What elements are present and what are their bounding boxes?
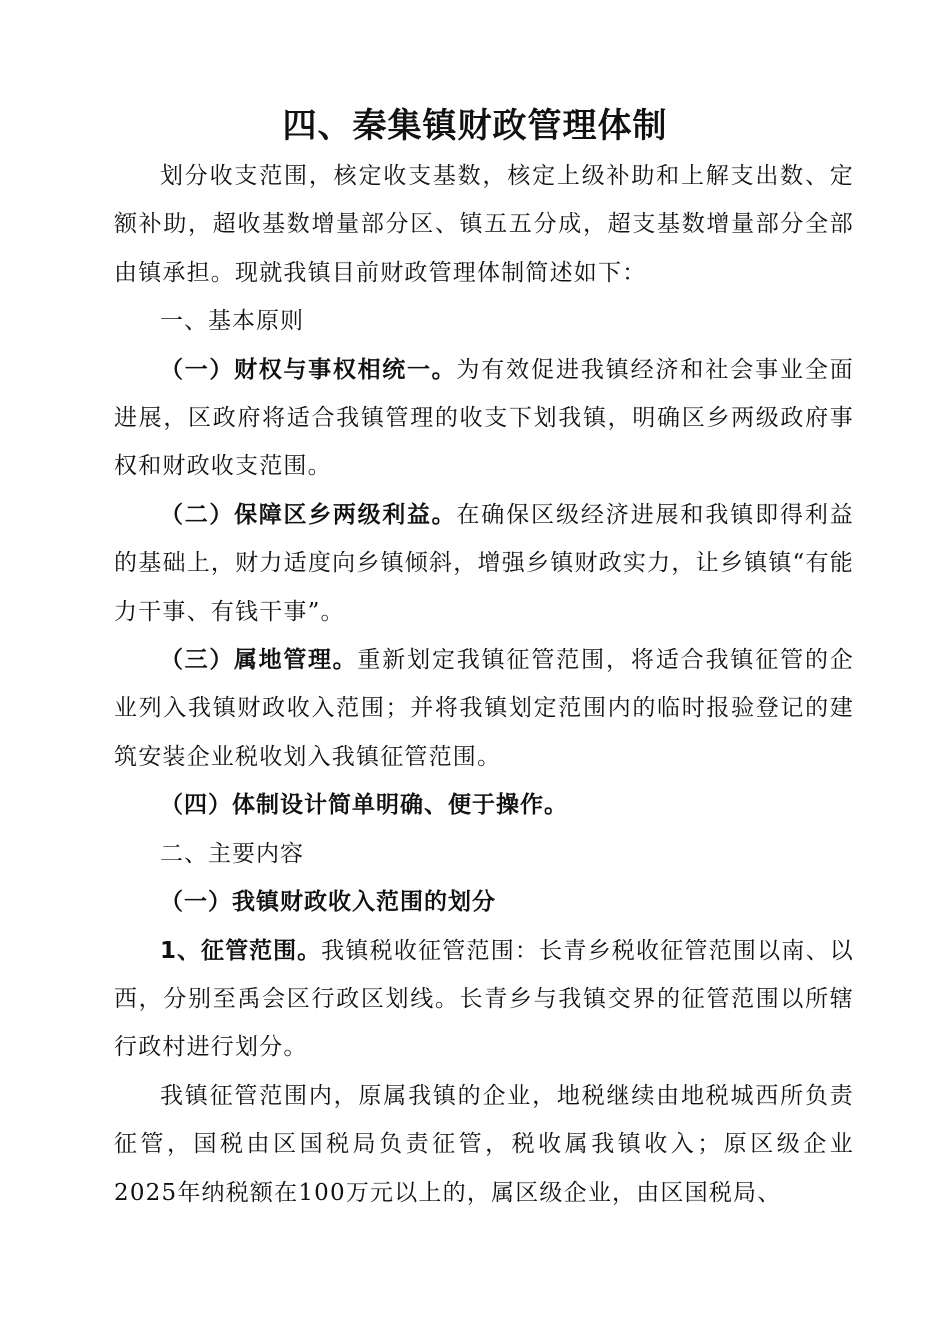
principle-4-heading: （四）体制设计简单明确、便于操作。 [160,792,568,819]
principle-paragraph-1 [114,346,854,491]
subsection-heading-text: （一）我镇财政收入范围的划分 [160,889,496,916]
principle-3-body: 重新划定我镇征管范围，将适合我镇征管的企业列入我镇财政收入范围；并将我镇划定范围内的临时报验登记的建筑安装企业税收划入我镇征管范围。 [114,647,855,770]
principle-2-body: 在确保区级经济进展和我镇即得利益的基础上，财力适度向乡镇倾斜，增强乡镇财政实力，让乡镇镇“有能力干事、有钱干事”。 [114,501,855,625]
principle-paragraph-3 [114,636,854,781]
section-heading-main-content [114,830,854,878]
principle-1-heading: （一）财权与事权相统一。 [160,356,457,383]
principle-3-heading: （三）属地管理。 [160,647,358,674]
intro-paragraph: 划分收支范围，核定收支基数，核定上级补助和上解支出数、定额补助，超收基数增量部分区、镇五五分成，超支基数增量部分全部由镇承担。现就我镇目前财政管理体制简述如下： [114,163,854,286]
section-heading-basic-principles [114,297,854,345]
document-title: 四、秦集镇财政管理体制 [282,106,668,146]
section-heading-text: 二、主要内容 [160,840,304,867]
principle-2-heading: （二）保障区乡两级利益。 [160,501,457,528]
subsection-heading-revenue-scope [114,878,854,926]
enterprise-collection-paragraph: 我镇征管范围内，原属我镇的企业，地税继续由地税城西所负责征管，国税由区国税局负责征管，税收属我镇收入；原区级企业2025年纳税额在100万元以上的，属区级企业，由区国税局、 [114,1082,854,1206]
principle-paragraph-4 [114,781,854,829]
collection-scope-body: 我镇税收征管范围：长青乡税收征管范围以南、以西，分别至禹会区行政区划线。长青乡与我镇交界的征管范围以所辖行政村进行划分。 [114,937,854,1061]
document-body [114,152,854,1217]
collection-scope-heading: 1、征管范围。 [160,937,322,964]
principle-paragraph-2 [114,491,854,636]
collection-scope-paragraph [114,927,854,1072]
section-heading-text: 一、基本原则 [160,308,304,335]
principle-1-body: 为有效促进我镇经济和社会事业全面进展，区政府将适合我镇管理的收支下划我镇，明确区乡两级政府事权和财政收支范围。 [114,356,855,480]
